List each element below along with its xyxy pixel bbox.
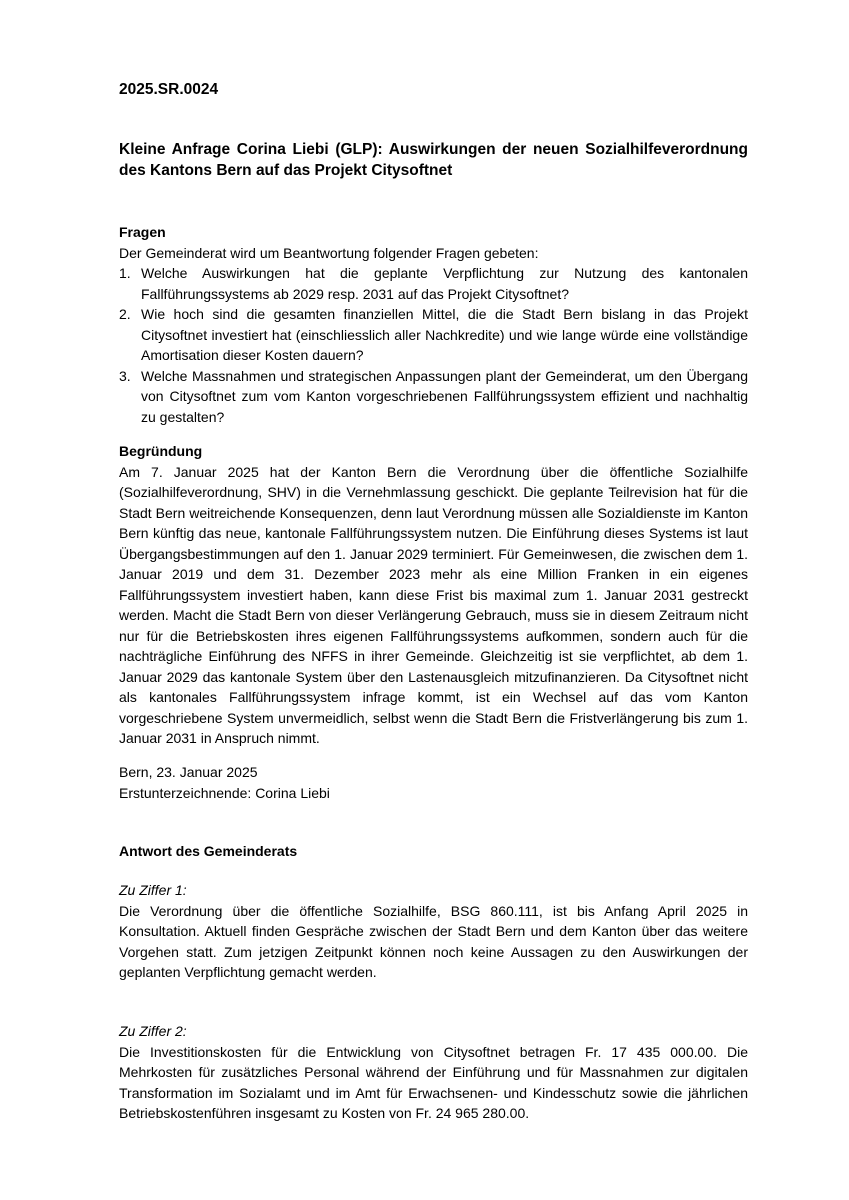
question-text: Welche Massnahmen und strategischen Anpassungen plant der Gemeinderat, um den Übergang von Citysoftnet zum vom Kanton vorgeschriebenen Fallführungssystem effizient und nachhaltig zu gestalten? <box>141 367 748 425</box>
answer-2-text: Die Investitionskosten für die Entwicklung von Citysoftnet betragen Fr. 17 435 000.00. Die Mehrkosten für zusätzliches Personal während der Einführung und für Massnahmen zur digitalen Transformation im Sozialamt und im Amt für Erwachsenen- und Kindesschutz sowie die jährlichen Betriebskostenführen insgesamt zu Kosten von Fr. 24 965 280.00. <box>119 1043 748 1121</box>
signature-block <box>119 762 748 803</box>
document-title: Kleine Anfrage Corina Liebi (GLP): Auswirkungen der neuen Sozialhilfeverordnung des Kantons Bern auf das Projekt Citysoftnet <box>119 141 748 179</box>
answer-ziffer-1 <box>119 880 748 983</box>
question-text: Wie hoch sind die gesamten finanziellen Mittel, die die Stadt Bern bislang in das Projekt Citysoftnet investiert hat (einschliesslich aller Nachkredite) und wie lange würde eine vollständige Amortisation dieser Kosten dauern? <box>141 306 748 363</box>
signer: Erstunterzeichnende: Corina Liebi <box>119 784 330 801</box>
answer-1-label: Zu Ziffer 1: <box>119 882 187 898</box>
answer-heading-block <box>119 841 748 862</box>
justification-heading: Begründung <box>119 443 203 459</box>
questions-heading: Fragen <box>119 224 166 240</box>
place-date: Bern, 23. Januar 2025 <box>119 764 258 780</box>
questions-section <box>119 222 748 427</box>
question-number: 3. <box>119 367 131 384</box>
answer-heading: Antwort des Gemeinderats <box>119 843 298 859</box>
answer-ziffer-2 <box>119 1021 748 1124</box>
questions-intro: Der Gemeinderat wird um Beantwortung folgender Fragen gebeten: <box>119 244 539 261</box>
document-id: 2025.SR.0024 <box>119 81 219 98</box>
question-number: 2. <box>119 306 131 322</box>
questions-list <box>119 263 748 427</box>
question-text: Welche Auswirkungen hat die geplante Verpflichtung zur Nutzung des kantonalen Fallführungssystems ab 2029 resp. 2031 auf das Projekt Citysoftnet? <box>141 265 748 302</box>
question-item <box>119 263 748 304</box>
justification-section <box>119 441 748 749</box>
answer-1-text: Die Verordnung über die öffentliche Sozialhilfe, BSG 860.111, ist bis Anfang April 2025 in Konsultation. Aktuell finden Gespräche zwischen der Stadt Bern und dem Kanton über das weitere Vorgehen statt. Zum jetzigen Zeitpunkt können noch keine Aussagen zu den Auswirkungen der geplanten Verpflichtung gemacht werden. <box>119 902 748 980</box>
question-item <box>119 304 748 366</box>
question-number: 1. <box>119 265 131 281</box>
justification-text: Am 7. Januar 2025 hat der Kanton Bern die Verordnung über die öffentliche Sozialhilfe (Sozialhilfeverordnung, SHV) in die Vernehmlassung geschickt. Die geplante Teilrevision hat für die Stadt Bern weitreichende Konsequenzen, denn laut Verordnung müssen alle Sozialdienste im Kanton Bern künftig das neue, kantonale Fallführungssystem nutzen. Die Einführung dieses Systems ist laut Übergangsbestimmungen auf den 1. Januar 2029 terminiert. Für Gemeinwesen, die zwischen dem 1. Januar 2019 und dem 31. Dezember 2023 mehr als eine Million Franken in ein eigenes Fallführungssystem investiert haben, kann diese Frist bis maximal zum 1. Januar 2031 gestreckt werden. Macht die Stadt Bern von dieser Verlängerung Gebrauch, muss sie in diesem Zeitraum nicht nur für die Betriebskosten ihres eigenen Fallführungssystems aufkommen, sondern auch für die nachträgliche Einführung des NFFS in ihrer Gemeinde. Gleichzeitig ist sie verpflichtet, ab dem 1. Januar 2029 das kantonale System über den Lastenausgleich mitzufinanzieren. Da Citysoftnet nicht als kantonales Fallführungssystem infrage kommt, ist ein Wechsel auf das vom Kanton vorgeschriebene System unvermeidlich, selbst wenn die Stadt Bern die Fristverlängerung bis zum 1. Januar 2031 in Anspruch nimmt. <box>119 463 748 746</box>
answer-2-label: Zu Ziffer 2: <box>119 1023 187 1039</box>
question-item <box>119 366 748 428</box>
